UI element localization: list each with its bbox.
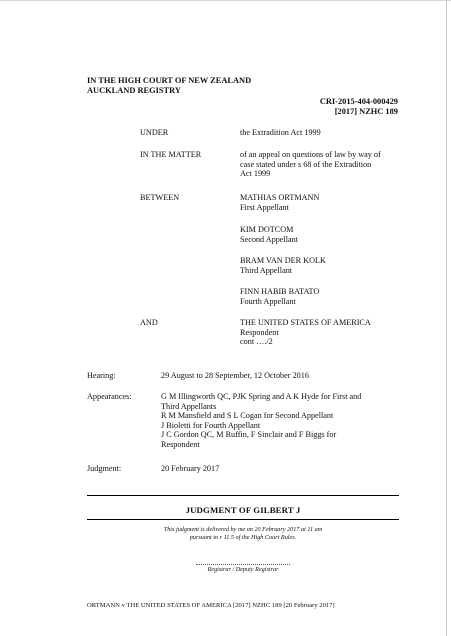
case-references — [320, 97, 398, 117]
delivery-line: pursuant to r 11.5 of the High Court Rules. — [189, 534, 297, 542]
appellant-role: Third Appellant — [240, 265, 293, 275]
matter-line: Act 1999 — [240, 169, 271, 179]
appellant-block — [240, 193, 410, 212]
respondent-block — [240, 318, 410, 347]
registrar-label: Registrar / Deputy Registrar — [207, 566, 279, 573]
neutral-citation: [2017] NZHC 189 — [334, 107, 398, 116]
respondent-role: Respondent — [240, 327, 279, 337]
page-top-edge — [0, 0, 451, 1]
in-the-matter-label: IN THE MATTER — [140, 150, 202, 159]
between-label: BETWEEN — [140, 193, 180, 202]
appearance-line: Third Appellants — [161, 401, 217, 411]
title-rule-top — [87, 495, 399, 496]
delivery-line: This judgment is delivered by me on 20 February 2017 at 11 am — [163, 526, 323, 533]
appearance-line: J Bioletti for Fourth Appellant — [161, 420, 261, 430]
case-number: CRI-2015-404-000429 — [319, 97, 398, 106]
appellant-role: Fourth Appellant — [240, 296, 296, 306]
appearance-line: J C Gordon QC, M Ruffin, F Sinclair and F Biggs for — [161, 430, 337, 440]
hearing-label: Hearing: — [87, 371, 116, 380]
delivery-note — [87, 526, 399, 543]
in-the-matter-value — [240, 150, 410, 179]
hearing-value: 29 August to 28 September, 12 October 2016 — [161, 371, 309, 380]
matter-line: case stated under s 68 of the Extradition — [240, 159, 372, 169]
matter-line: of an appeal on questions of law by way of — [240, 150, 381, 159]
appellant-role: Second Appellant — [240, 234, 298, 244]
under-value: the Extradition Act 1999 — [240, 128, 321, 137]
appearances-value — [161, 392, 401, 450]
appellant-name: MATHIAS ORTMANN — [240, 193, 320, 202]
judgment-title: JUDGMENT OF GILBERT J — [185, 505, 301, 515]
title-rule-bottom — [87, 519, 399, 520]
judgment-label: Judgment: — [87, 464, 122, 473]
judgment-date: 20 February 2017 — [161, 464, 220, 473]
appellant-name: BRAM VAN DER KOLK — [240, 256, 326, 265]
page-right-edge — [446, 0, 447, 636]
appellant-name: FINN HABIB BATATO — [240, 287, 320, 296]
appellant-block — [240, 225, 410, 244]
under-label: UNDER — [140, 128, 169, 137]
court-heading — [87, 76, 251, 96]
court-name: IN THE HIGH COURT OF NEW ZEALAND — [87, 76, 252, 85]
appellant-block — [240, 287, 410, 306]
and-label: AND — [140, 318, 158, 327]
continued-note: cont …./2 — [240, 337, 273, 347]
appellant-block — [240, 256, 410, 275]
appellant-name: KIM DOTCOM — [240, 225, 294, 234]
appearances-label: Appearances: — [87, 392, 132, 401]
appearance-line: G M Illingworth QC, PJK Spring and A K Hyde for First and — [161, 392, 362, 401]
signature-line — [196, 564, 290, 565]
appellant-role: First Appellant — [240, 202, 289, 212]
appearance-line: Respondent — [161, 439, 200, 449]
appearance-line: R M Mansfield and S L Cogan for Second Appellant — [161, 411, 334, 421]
court-registry: AUCKLAND REGISTRY — [87, 86, 181, 95]
page-footer: ORTMANN v THE UNITED STATES OF AMERICA [2017] NZHC 189 [20 February 2017] — [87, 602, 335, 609]
respondent-name: THE UNITED STATES OF AMERICA — [240, 318, 371, 327]
